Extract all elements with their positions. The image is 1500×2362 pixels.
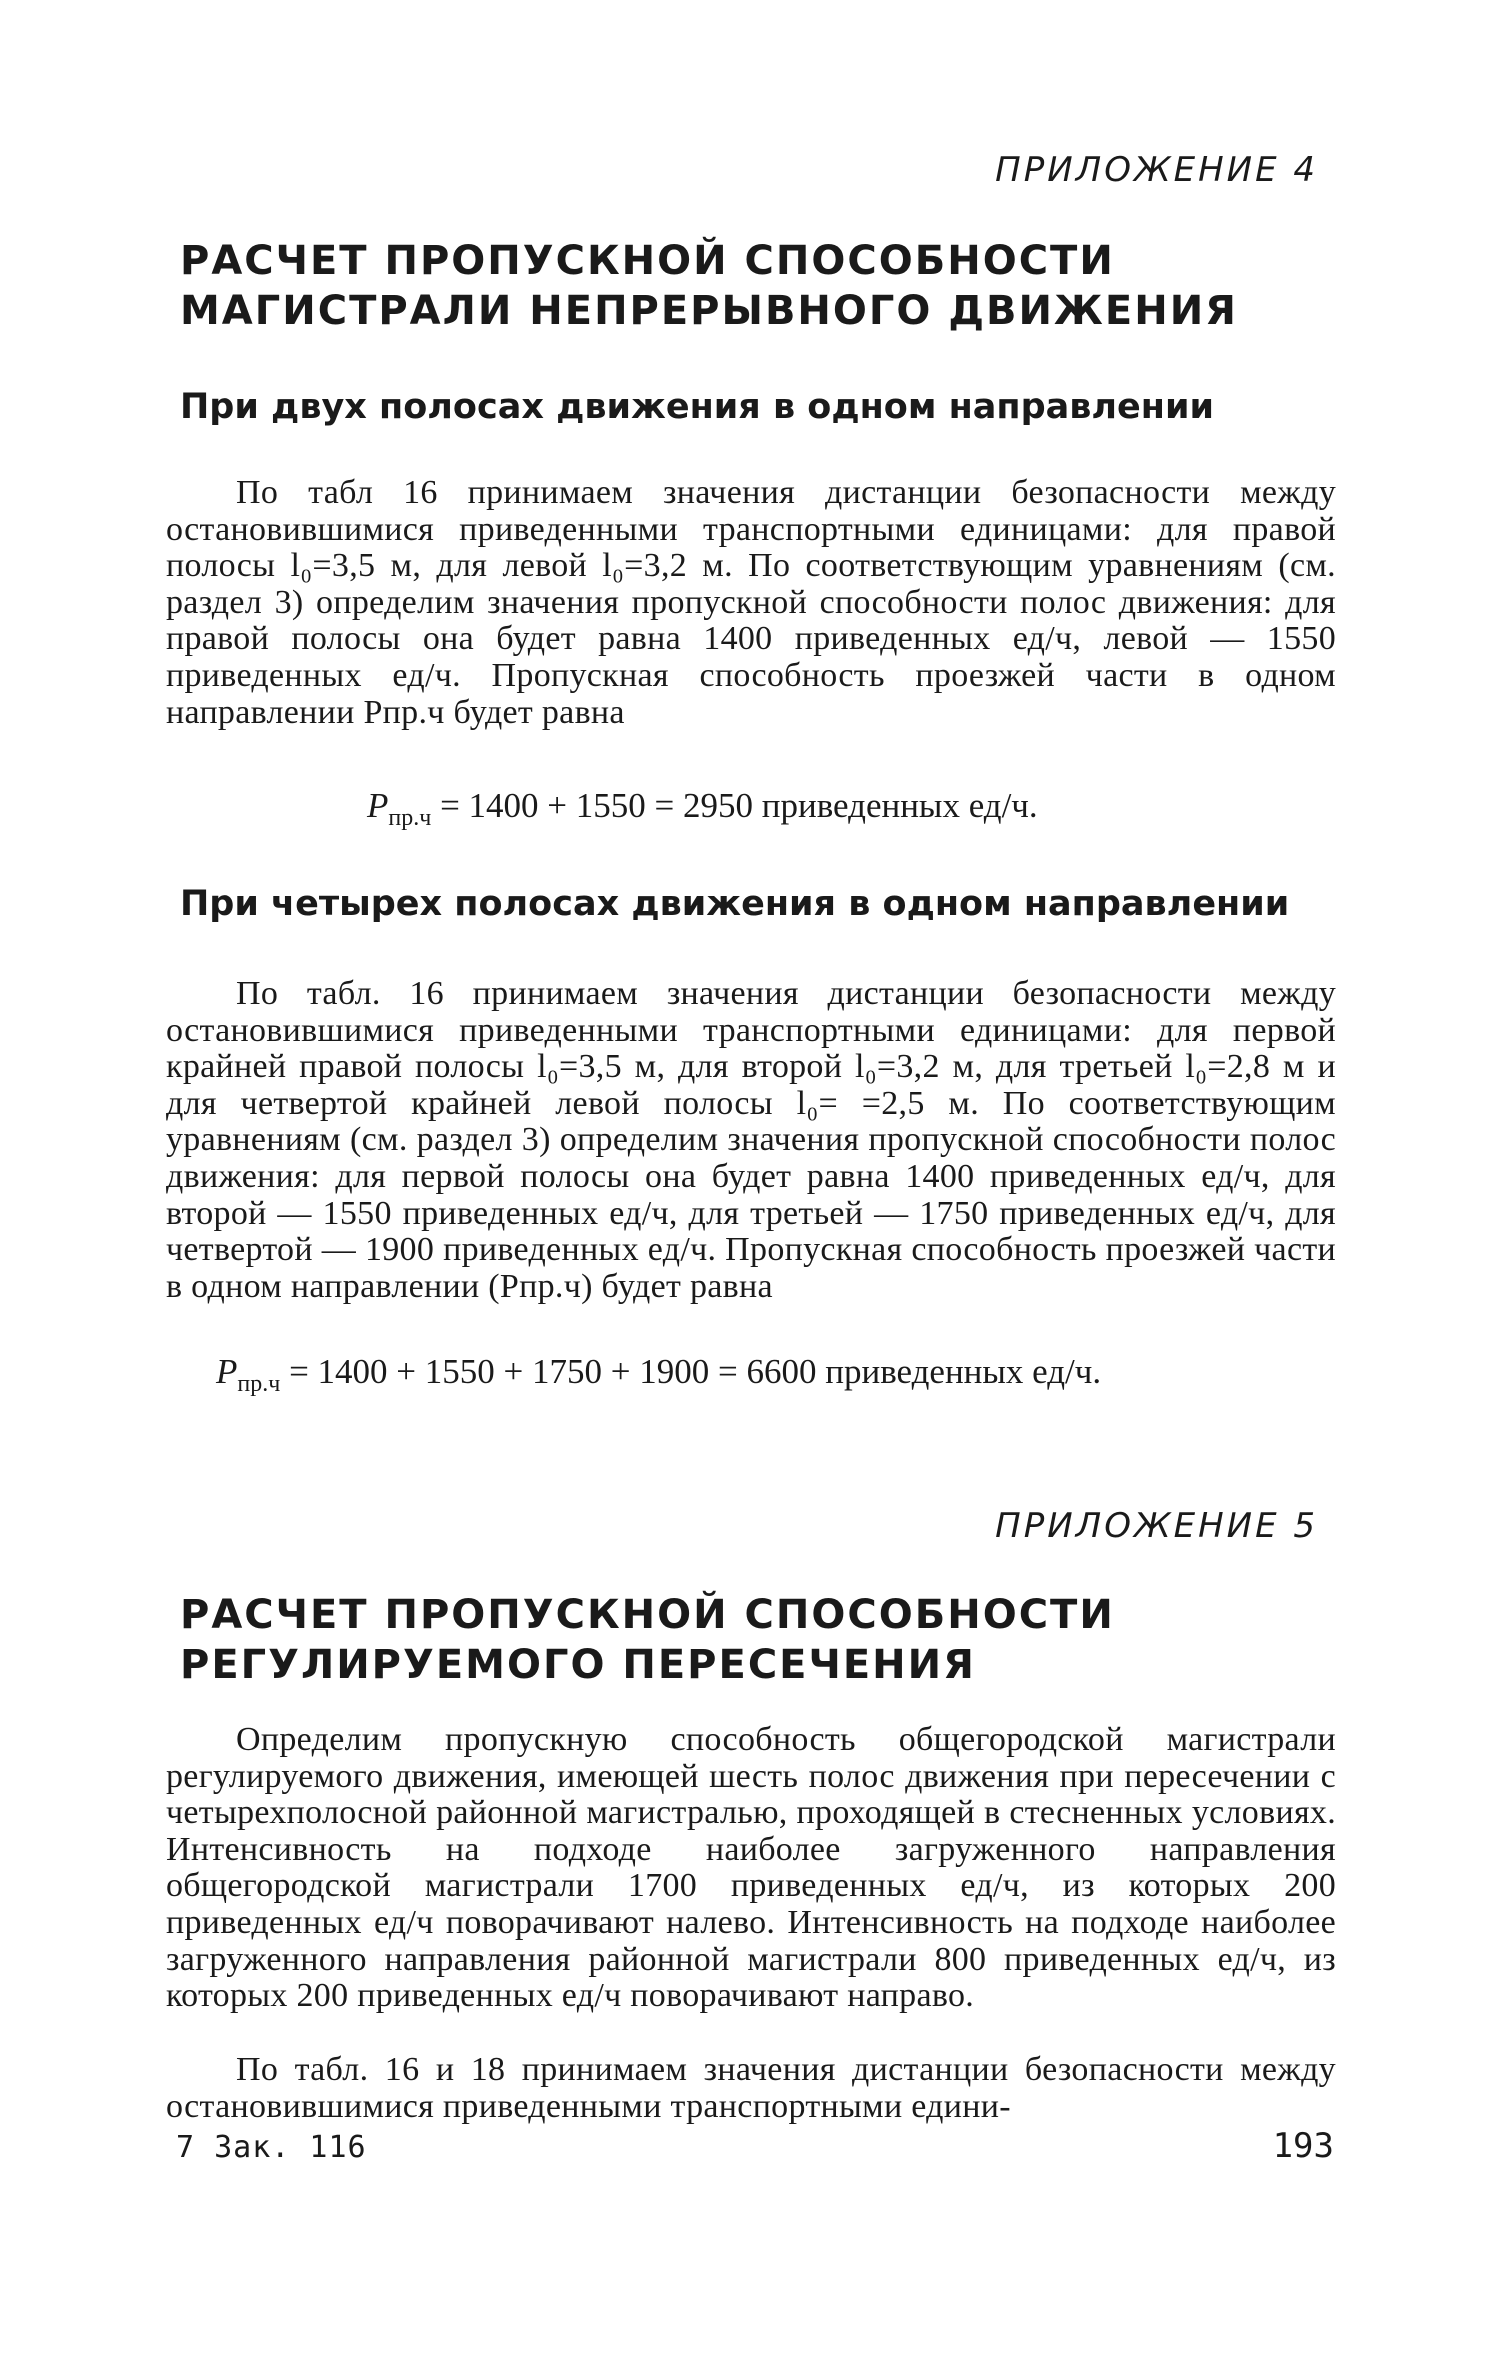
section-four-lanes-paragraph: По табл. 16 принимаем значения дистанции безопасности между остановившимися приведенными транспортными единицами: для первой крайней правой полосы l₀=3,5 м, для второй l₀=3,2 м, для третьей l₀=2,8 м и для четвертой крайней левой полосы l₀= =2,5 м. По соответствующим уравнениям (см. раздел 3) определим значения пропускной способности полос движения: для первой полосы она будет равна 1400 приведенных ед/ч, для второй — 1550 приведенных ед/ч, для третьей — 1750 приведенных ед/ч, для четвертой — 1900 приведенных ед/ч. Пропускная способность проезжей части в одном направлении (Pпр.ч) будет равна [166,975,1336,1305]
formula-two-lanes-subscript: пр.ч [388,805,432,831]
appendix-5-title-line-2: РЕГУЛИРУЕМОГО ПЕРЕСЕЧЕНИЯ [180,1642,976,1688]
formula-four-lanes-subscript: пр.ч [237,1371,281,1397]
section-four-lanes-heading: При четырех полосах движения в одном направлении [180,884,1290,924]
formula-two-lanes-expression: = 1400 + 1550 = 2950 приведенных ед/ч. [431,786,1038,825]
appendix-4-title-line-2: МАГИСТРАЛИ НЕПРЕРЫВНОГО ДВИЖЕНИЯ [180,288,1238,334]
page-number: 193 [1272,2126,1334,2166]
formula-four-lanes-symbol: P [216,1352,238,1391]
formula-four-lanes [216,1352,1101,1404]
formula-four-lanes-expression: = 1400 + 1550 + 1750 + 1900 = 6600 приведенных ед/ч. [280,1352,1102,1391]
section-two-lanes-paragraph: По табл 16 принимаем значения дистанции безопасности между остановившимися приведенными транспортными единицами: для правой полосы l₀=3,5 м, для левой l₀=3,2 м. По соответствующим уравнениям (см. раздел 3) определим значения пропускной способности полос движения: для правой полосы она будет равна 1400 приведенных ед/ч, левой — 1550 приведенных ед/ч. Пропускная способность проезжей части в одном направлении Pпр.ч будет равна [166,474,1336,731]
appendix-5-label: ПРИЛОЖЕНИЕ 5 [995,1506,1318,1546]
appendix-4-title-line-1: РАСЧЕТ ПРОПУСКНОЙ СПОСОБНОСТИ [180,238,1115,284]
appendix-5-title [180,1590,1115,1690]
section-two-lanes-heading: При двух полосах движения в одном направлении [180,387,1215,427]
appendix-5-paragraph-1: Определим пропускную способность общегородской магистрали регулируемого движения, имеющей шесть полос движения при пересечении с четырехполосной районной магистралью, проходящей в стесненных условиях. Интенсивность на подходе наиболее загруженного направления общегородской магистрали 1700 приведенных ед/ч, из которых 200 приведенных ед/ч поворачивают налево. Интенсивность на подходе наиболее загруженного направления районной магистрали 800 приведенных ед/ч, из которых 200 приведенных ед/ч поворачивают направо. [166,1721,1336,2015]
footer-order-number: 7 Зак. 116 [176,2130,367,2165]
appendix-5-paragraph-2: По табл. 16 и 18 принимаем значения дистанции безопасности между остановившимися приведенными транспортными едини- [166,2051,1336,2125]
formula-two-lanes [367,786,1038,838]
appendix-4-title [180,236,1238,336]
appendix-5-title-line-1: РАСЧЕТ ПРОПУСКНОЙ СПОСОБНОСТИ [180,1592,1115,1638]
appendix-4-label: ПРИЛОЖЕНИЕ 4 [995,150,1318,190]
formula-two-lanes-symbol: P [367,786,389,825]
